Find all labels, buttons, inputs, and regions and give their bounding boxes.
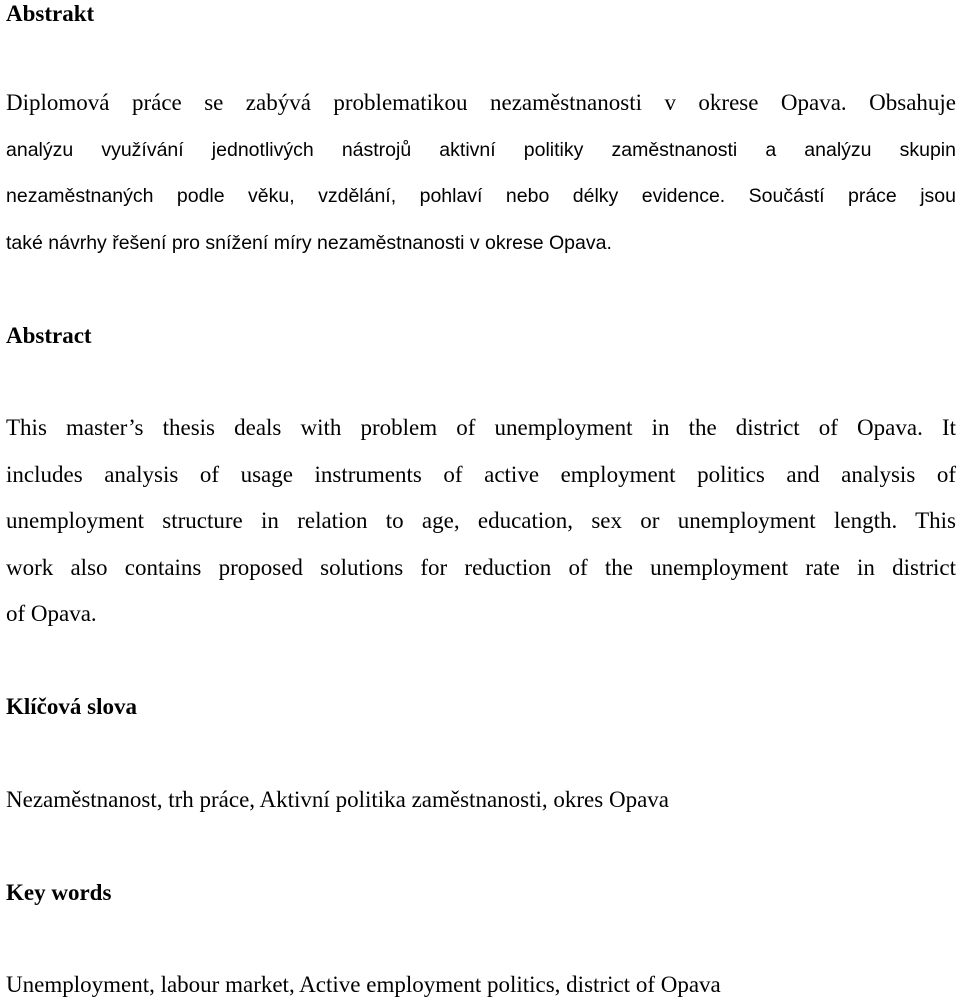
- key-words-heading: Key words: [6, 880, 112, 905]
- abstrakt-line-1: Diplomová práce se zabývá problematikou nezaměstnanosti v okrese Opava. Obsahuje: [6, 90, 956, 115]
- klicova-slova-heading: Klíčová slova: [6, 694, 137, 719]
- abstract-paragraph: [6, 405, 956, 638]
- abstrakt-line-4: také návrhy řešení pro snížení míry nezaměstnanosti v okrese Opava.: [6, 231, 612, 254]
- abstract-line-5: of Opava.: [6, 601, 97, 627]
- klicova-slova-text: Nezaměstnanost, trh práce, Aktivní politika zaměstnanosti, okres Opava: [6, 787, 669, 812]
- abstract-line-1: This master’s thesis deals with problem of unemployment in the district of Opava. It: [6, 415, 956, 440]
- abstract-line-2: includes analysis of usage instruments of active employment politics and analysis of: [6, 461, 956, 487]
- key-words-text: Unemployment, labour market, Active employment politics, district of Opava: [6, 972, 721, 997]
- abstract-heading: Abstract: [6, 323, 92, 348]
- abstract-line-3: unemployment structure in relation to age, education, sex or unemployment length. This: [6, 508, 956, 534]
- abstrakt-line-3: nezaměstnaných podle věku, vzdělání, pohlaví nebo délky evidence. Součástí práce jsou: [6, 185, 956, 208]
- abstrakt-paragraph: [6, 80, 956, 266]
- abstrakt-heading: Abstrakt: [6, 1, 95, 26]
- abstract-line-4: work also contains proposed solutions for reduction of the unemployment rate in district: [6, 554, 956, 580]
- abstrakt-line-2: analýzu využívání jednotlivých nástrojů aktivní politiky zaměstnanosti a analýzu skupin: [6, 138, 956, 161]
